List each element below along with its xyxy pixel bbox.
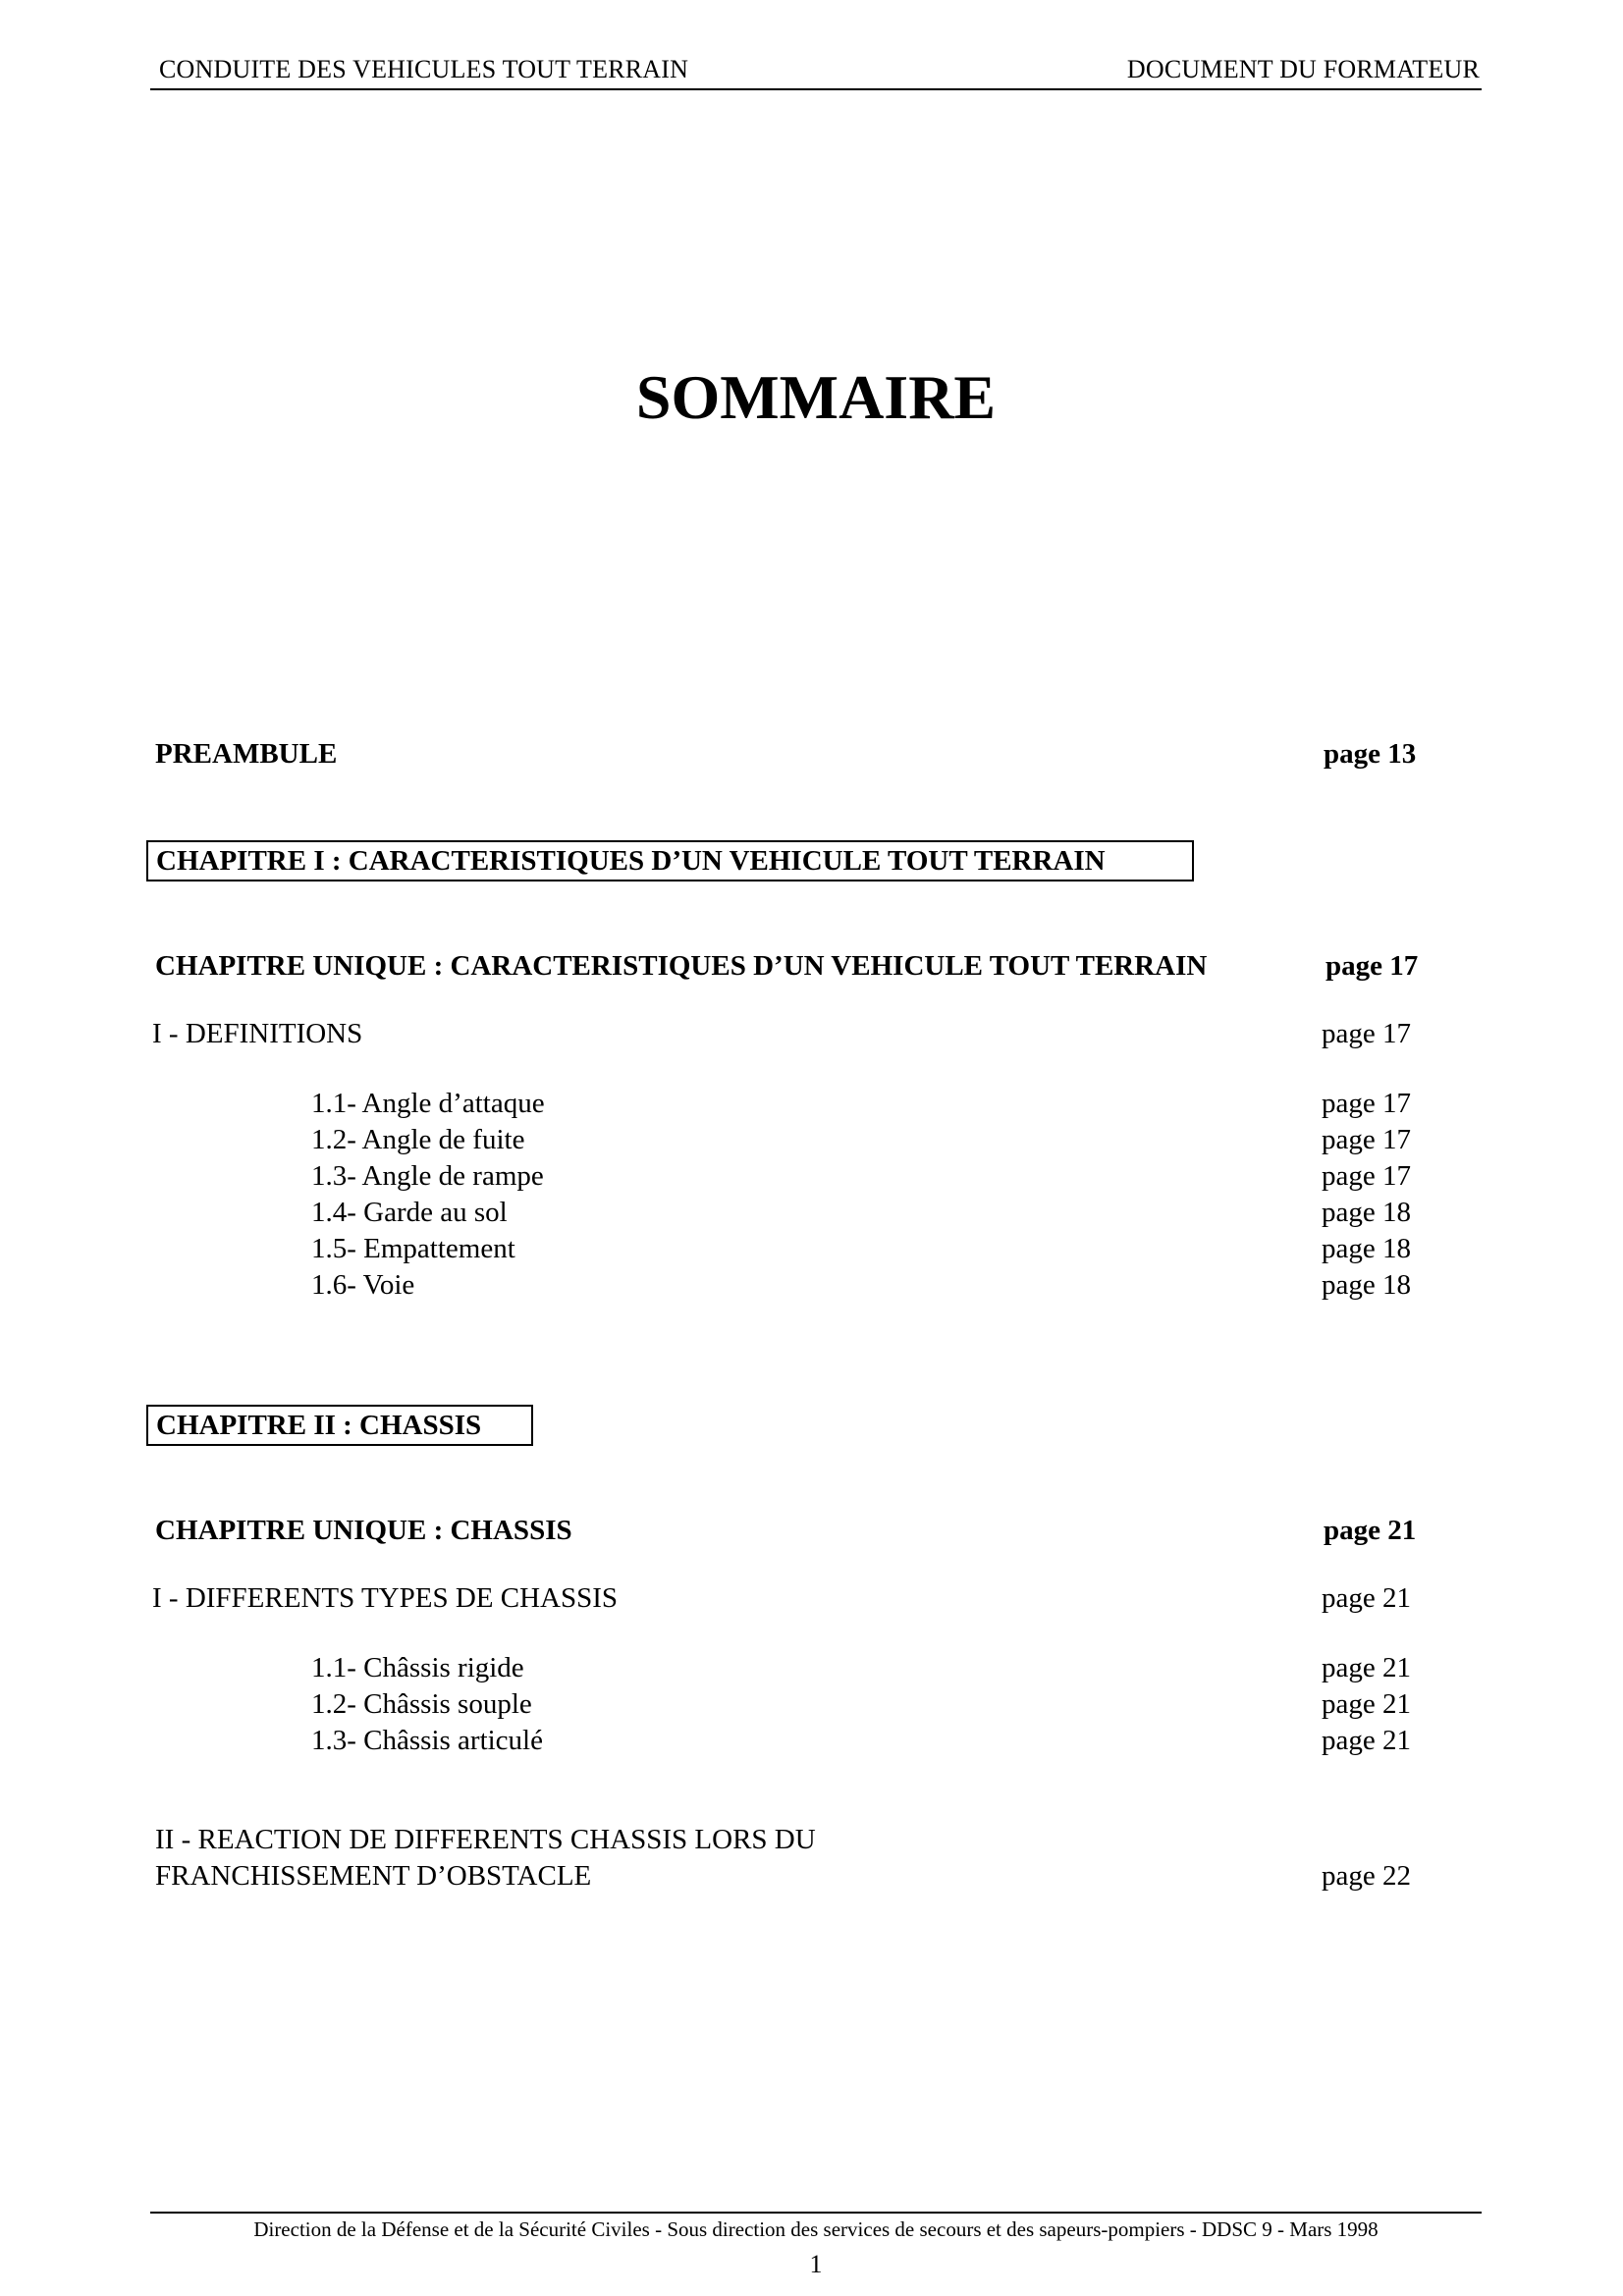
toc-item-page: page 17 (1322, 1088, 1411, 1119)
toc-chapter1-unique-page: page 17 (1325, 950, 1419, 982)
chapter-2-heading: CHAPITRE II : CHASSIS (146, 1405, 533, 1446)
toc-chapter2-unique-label: CHAPITRE UNIQUE : CHASSIS (155, 1515, 572, 1546)
toc-chapter1-section1-label: I - DEFINITIONS (152, 1018, 363, 1049)
toc-item-page: page 18 (1322, 1233, 1411, 1264)
toc-chapter2-section1-page: page 21 (1322, 1582, 1411, 1614)
footer-text: Direction de la Défense et de la Sécurité Civiles - Sous direction des services de secours et des sapeurs-pompiers - DDSC 9 - Mars 1998 (253, 2217, 1379, 2241)
toc-item-label: 1.5- Empattement (311, 1233, 515, 1264)
toc-item-page: page 21 (1322, 1652, 1411, 1683)
toc-chapter2-unique-page: page 21 (1324, 1515, 1417, 1546)
toc-item-label: 1.6- Voie (311, 1269, 415, 1301)
toc-chapter2-section2-page: page 22 (1322, 1860, 1411, 1892)
toc-item-label: 1.1- Châssis rigide (311, 1652, 524, 1683)
toc-chapter2-section2-line1: II - REACTION DE DIFFERENTS CHASSIS LORS DU (155, 1824, 816, 1855)
toc-item-label: 1.4- Garde au sol (311, 1197, 508, 1228)
toc-chapter2-section2-line2: FRANCHISSEMENT D’OBSTACLE (155, 1860, 592, 1892)
toc-item-page: page 21 (1322, 1725, 1411, 1756)
toc-item-page: page 21 (1322, 1688, 1411, 1720)
toc-chapter2-section1-label: I - DIFFERENTS TYPES DE CHASSIS (152, 1582, 619, 1614)
page-number: 1 (809, 2250, 823, 2278)
page-title: SOMMAIRE (635, 362, 997, 432)
toc-chapter1-unique-label: CHAPITRE UNIQUE : CARACTERISTIQUES D’UN VEHICULE TOUT TERRAIN (155, 950, 1208, 982)
toc-item-label: 1.3- Châssis articulé (311, 1725, 543, 1756)
running-header-right: DOCUMENT DU FORMATEUR (1126, 55, 1480, 83)
toc-chapter1-section1-page: page 17 (1322, 1018, 1411, 1049)
toc-item-page: page 18 (1322, 1269, 1411, 1301)
toc-item-label: 1.2- Châssis souple (311, 1688, 532, 1720)
toc-item-page: page 17 (1322, 1160, 1411, 1192)
toc-item-page: page 17 (1322, 1124, 1411, 1155)
toc-item-label: 1.2- Angle de fuite (311, 1124, 525, 1155)
toc-preambule-label: PREAMBULE (155, 738, 338, 770)
running-header-left: CONDUITE DES VEHICULES TOUT TERRAIN (159, 55, 689, 83)
footer-rule (150, 2212, 1482, 2214)
header-rule (150, 88, 1482, 90)
toc-item-page: page 18 (1322, 1197, 1411, 1228)
toc-item-label: 1.1- Angle d’attaque (311, 1088, 545, 1119)
toc-item-label: 1.3- Angle de rampe (311, 1160, 544, 1192)
toc-preambule-page: page 13 (1324, 738, 1417, 770)
chapter-1-heading: CHAPITRE I : CARACTERISTIQUES D’UN VEHICULE TOUT TERRAIN (146, 840, 1194, 881)
